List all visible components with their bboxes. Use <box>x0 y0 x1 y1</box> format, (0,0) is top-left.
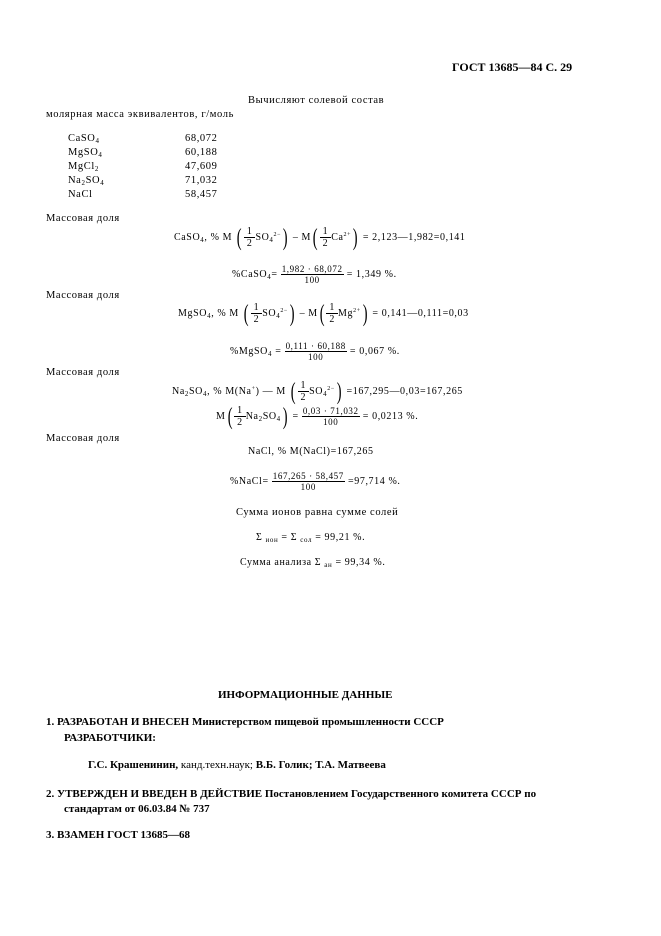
equation-pct-nacl: %NaCl= $\frac{167,265 \cdot 58,457}{100}$ =97,714 %. <box>230 471 401 492</box>
info-item-2: 2. УТВЕРЖДЕН И ВВЕДЕН В ДЕЙСТВИЕ Постановлением Государственного комитета СССР по <box>46 788 537 800</box>
equation-mgso4: MgSO$_4$, % M ( $\frac{1}{2}$ $SO_4^{2-}) - M$( $\frac{1}{2}$ $Mg^{2+}$) = 0,141—0,111=0,03 <box>178 300 469 327</box>
info-developers: Г.С. Крашенинин, канд.техн.наук; В.Б. Голик; Т.А. Матвеева <box>88 759 386 771</box>
list-item: CaSO$_4$ 68,072 <box>68 133 218 145</box>
list-item: $Na_2SO_4$ 71,032 <box>68 175 218 187</box>
page-header: ГОСТ 13685—84 С. 29 <box>452 60 573 74</box>
equation-caso4: CaSO$_4$, % M ( $\frac{1}{2}$ $SO_4^{2-}) - M$( $\frac{1}{2}$ $Ca^{2+}$) = 2,123—1,982=0,141 <box>174 224 466 251</box>
equation-na2so4: $Na_2SO_4$, % M(Na+) — M ( $\frac{1}{2}$ $SO_4^{2-}$) =167,295—0,03=167,265 <box>172 378 463 405</box>
info-item-1-developers-label: РАЗРАБОТЧИКИ: <box>64 732 156 744</box>
info-heading: ИНФОРМАЦИОННЫЕ ДАННЫЕ <box>218 689 393 701</box>
equation-analysis: Сумма анализа Σ $_{ан}$ = 99,34 %. <box>240 557 386 569</box>
mass-fraction-label: Массовая доля <box>46 433 120 444</box>
info-item-1: 1. РАЗРАБОТАН И ВНЕСЕН Министерством пищевой промышленности СССР <box>46 716 444 728</box>
equation-pct-caso4: %CaSO$_4$= $\frac{1,982 \cdot 68,072}{100}$ = 1,349 %. <box>232 264 397 285</box>
list-item: MgCl$_2$ 47,609 <box>68 161 218 173</box>
mass-fraction-label: Массовая доля <box>46 367 120 378</box>
equation-m-na2so4: M( $\frac{1}{2}$ $Na_2SO_4$) = $\frac{0,03 \cdot 71,032}{100}$ = 0,0213 %. <box>216 403 419 430</box>
equation-nacl: NaCl, % M(NaCl)=167,265 <box>248 446 374 457</box>
info-item-2-cont: стандартам от 06.03.84 № 737 <box>64 803 210 815</box>
sum-statement: Сумма ионов равна сумме солей <box>236 507 399 518</box>
list-item: NaCl 58,457 <box>68 189 218 200</box>
info-item-3: 3. ВЗАМЕН ГОСТ 13685—68 <box>46 829 191 841</box>
equation-sum: Σ $_{ион}$ = Σ $_{сол}$ = 99,21 %. <box>256 532 366 544</box>
intro-line-1: Вычисляют солевой состав <box>248 95 385 106</box>
mass-fraction-label: Массовая доля <box>46 213 120 224</box>
mass-fraction-label: Массовая доля <box>46 290 120 301</box>
list-item: MgSO$_4$ 60,188 <box>68 147 218 159</box>
equation-pct-mgso4: %MgSO$_4$ = $\frac{0,111 \cdot 60,188}{100}$ = 0,067 %. <box>230 341 400 362</box>
intro-line-2: молярная масса эквивалентов, г/моль <box>46 109 234 120</box>
